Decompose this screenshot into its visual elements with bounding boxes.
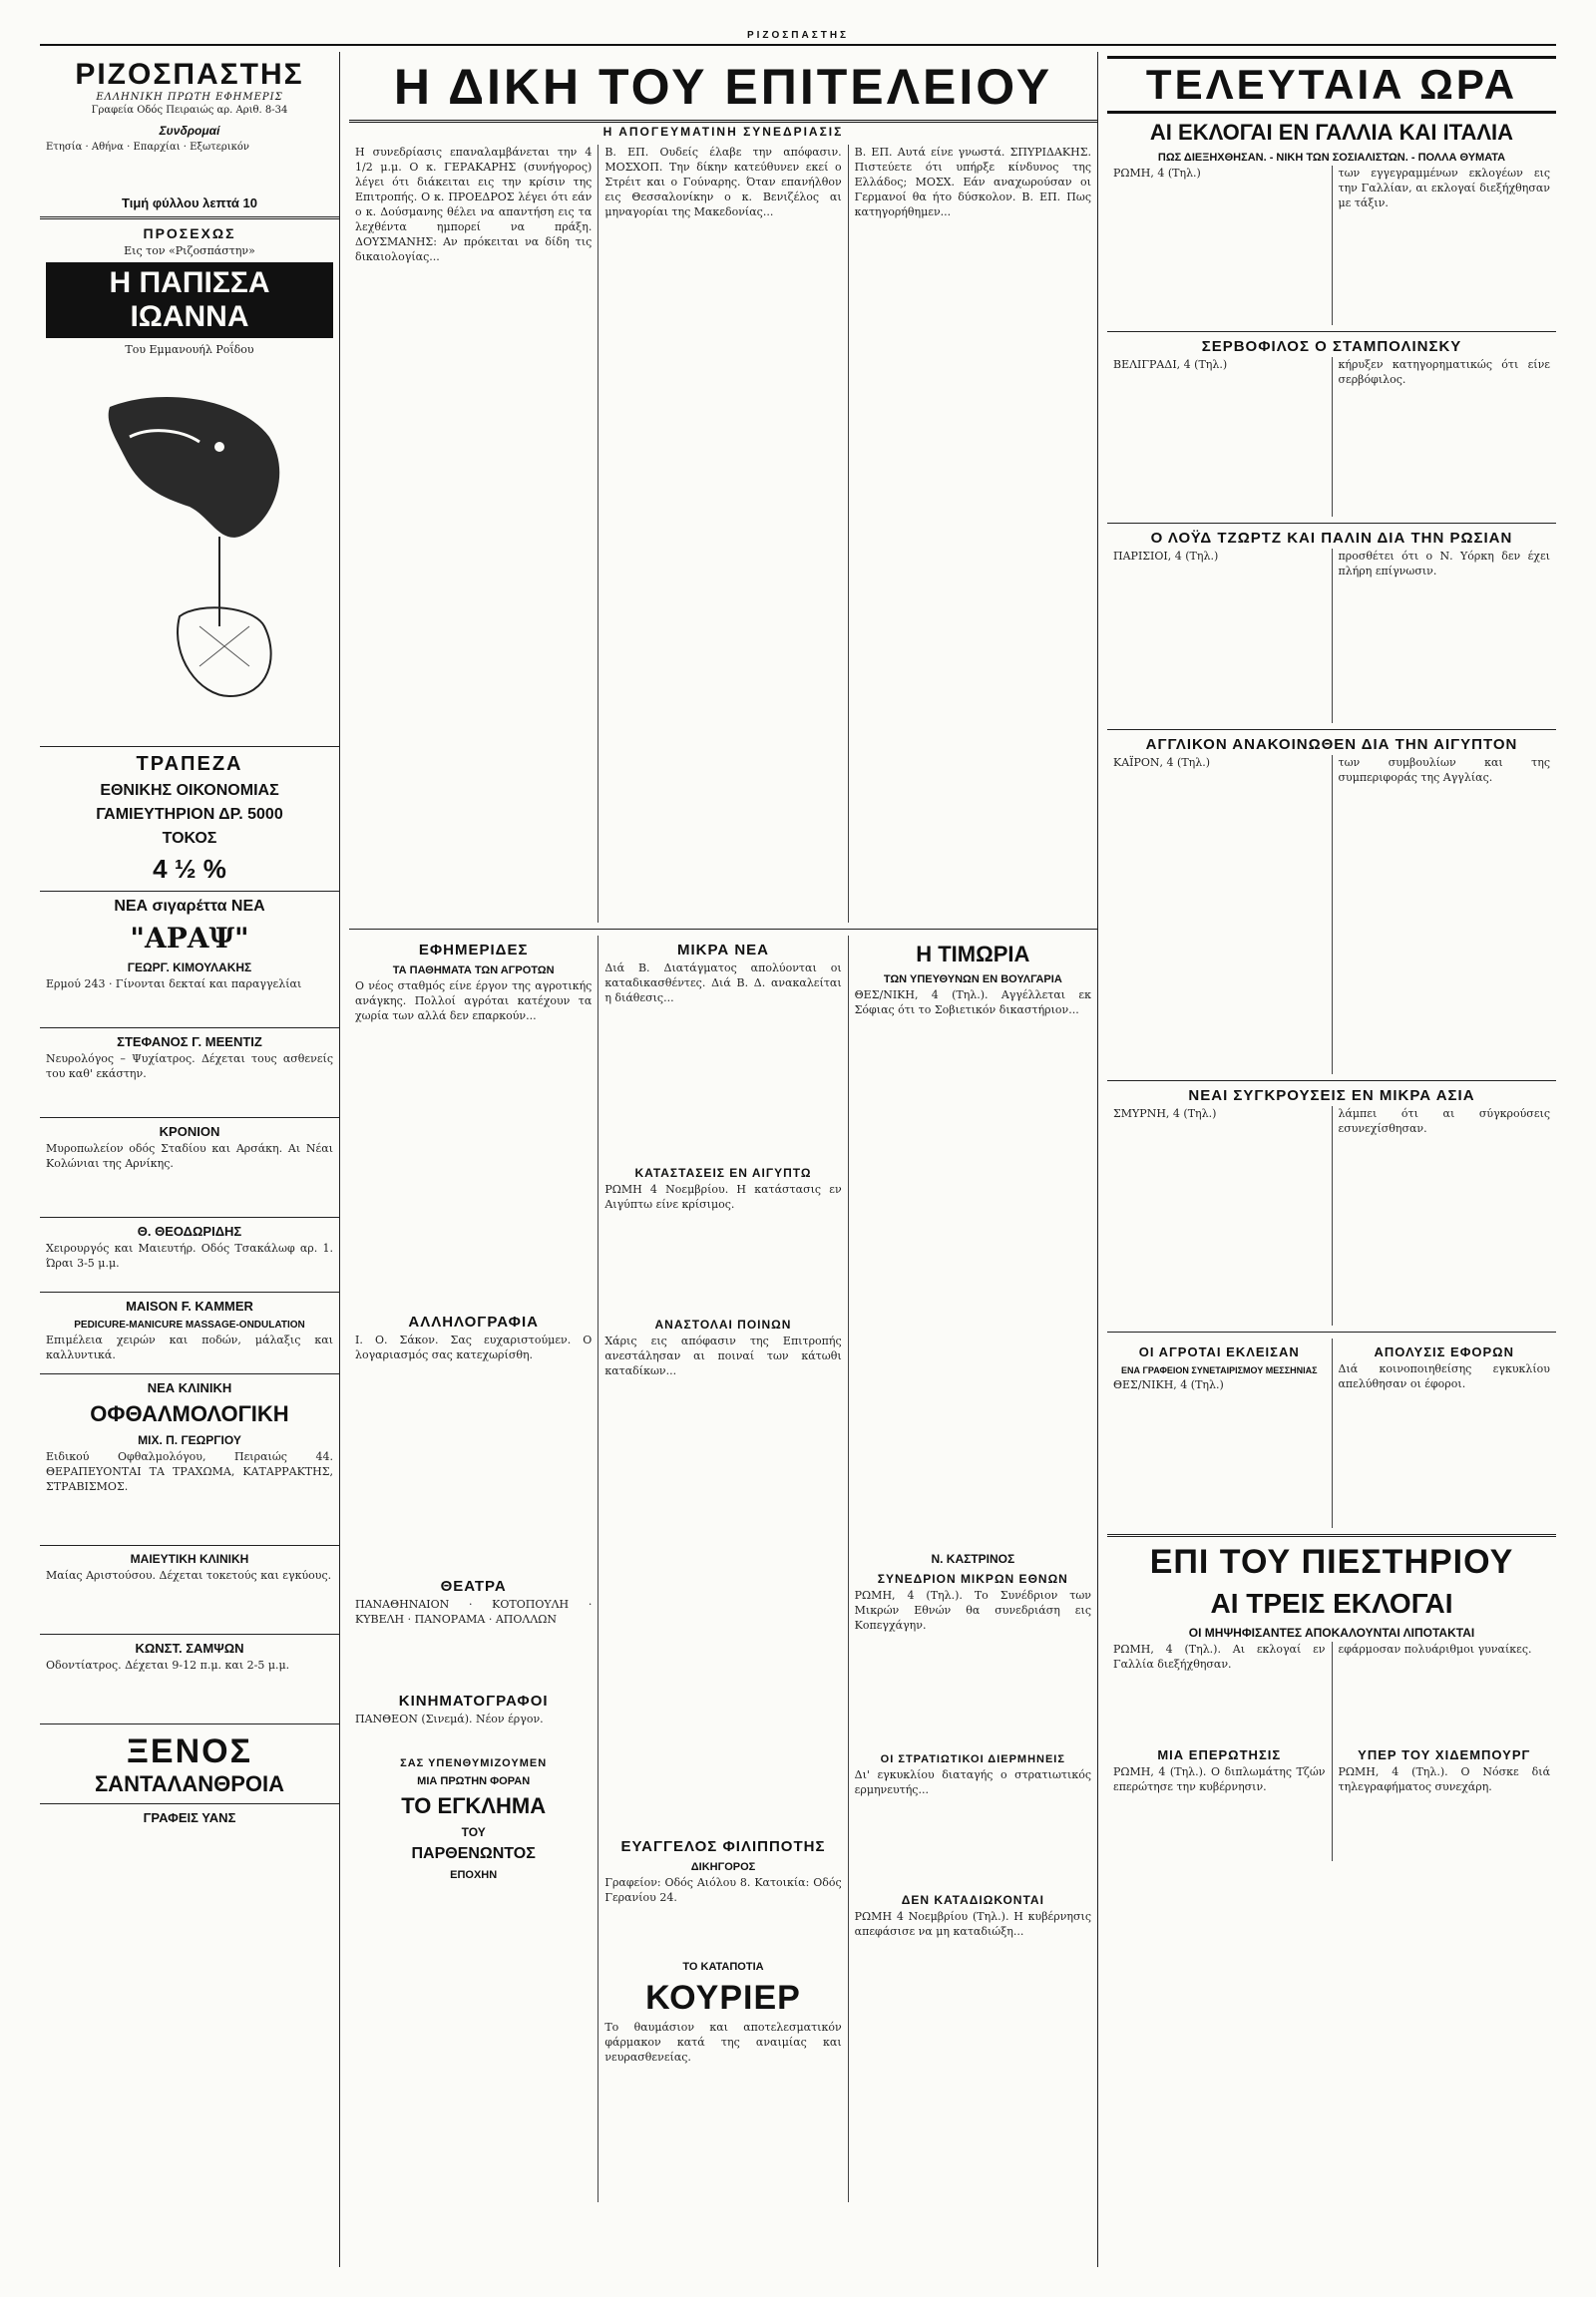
article-body: ΡΩΜΗ, 4 (Τηλ.). Ο διπλωμάτης Τζών επερώτησε την κυβέρνησιν. [1113, 1765, 1326, 1793]
lloyd-heading: Ο ΛΟΫΔ ΤΖΩΡΤΖ ΚΑΙ ΠΑΛΙΝ ΔΙΑ ΤΗΝ ΡΩΣΙΑΝ [1150, 530, 1513, 547]
remind-sub: ΜΙΑ ΠΡΩΤΗΝ ΦΟΡΑΝ [417, 1775, 531, 1787]
article-body: ΠΑΝΑΘΗΝΑΙΟΝ · ΚΟΤΟΠΟΥΛΗ · ΚΥΒΕΛΗ · ΠΑΝΟΡΑΜΑ · ΑΠΟΛΛΩΝ [355, 1598, 593, 1626]
article-body: προσθέτει ότι ο Ν. Υόρκη δεν έχει πλήρη επίγνωσιν. [1338, 550, 1550, 577]
dateline-cairo: ΚΑΪΡΟΝ, 4 (Τηλ.) [1113, 756, 1211, 769]
kammer-services: PEDICURE-MANICURE MASSAGE-ONDULATION [74, 1320, 305, 1331]
cigarette-maker: ΓΕΩΡΓ. ΚΙΜΟΥΛΑΚΗΣ [127, 960, 252, 974]
three-elections-article [1107, 1642, 1556, 1741]
article-body: Διά Β. Διατάγματος απολύονται οι καταδικασθέντες. Διά Β. Δ. ανακαλείται η διάθεσις... [604, 961, 842, 1004]
divider [349, 929, 1097, 930]
evangelos-heading: ΕΥΑΓΓΕΛΟΣ ΦΙΛΙΠΠΟΤΗΣ [620, 1838, 826, 1855]
divider [40, 1373, 339, 1374]
running-head: ΡΙΖΟΣΠΑΣΤΗΣ [40, 30, 1556, 46]
last-hour-title: ΤΕΛΕΥΤΑΙΑ ΩΡΑ [1107, 56, 1556, 114]
article-body: Δι' εγκυκλίου διαταγής ο στρατιωτικός ερμηνευτής... [854, 1768, 1091, 1796]
divider [1107, 729, 1556, 730]
divider [40, 1217, 339, 1218]
dateline-thess: ΘΕΣ/ΝΙΚΗ, 4 (Τηλ.) [1113, 1378, 1224, 1391]
santal-ad: ΣΑΝΤΑΛΑΝΘΡΟΙΑ [94, 1771, 285, 1796]
mikra-nea-heading: ΜΙΚΡΑ ΝΕΑ [676, 942, 770, 958]
kronion-ad: ΚΡΟΝΙΟΝ [159, 1124, 220, 1139]
ad-text: Μυροπωλείον οδός Σταδίου και Αρσάκη. Αι Νέαι Κολώνιαι της Αρνίκης. [46, 1142, 333, 1170]
tou-label: ΤΟΥ [461, 1825, 486, 1839]
bank-rate: 4 ½ % [153, 854, 226, 884]
right-column [1107, 52, 1556, 2267]
xenos-ad: ΞΕΝΟΣ [127, 1732, 252, 1770]
article-body: κήρυξεν κατηγορηματικώς ότι είνε σερβόφιλος. [1338, 358, 1550, 386]
paper-tagline: ΕΛΛΗΝΙΚΗ ΠΡΩΤΗ ΕΦΗΜΕΡΙΣ [96, 92, 283, 103]
ad-text: Μαίας Αριστούσου. Δέχεται τοκετούς και εγκύους. [46, 1569, 332, 1582]
article-body: ΡΩΜΗ 4 Νοεμβρίου. Η κατάστασις εν Αιγύπτω είνε κρίσιμος. [604, 1183, 842, 1211]
subscription-title: Συνδρομαί [159, 124, 220, 138]
egypt-article [1107, 755, 1556, 1074]
pathimata-heading: ΤΑ ΠΑΘΗΜΑΤΑ ΤΩΝ ΑΓΡΟΤΩΝ [392, 964, 555, 976]
lloyd-article [1107, 549, 1556, 723]
stefanos-ad: ΣΤΕΦΑΝΟΣ Γ. ΜΕΕΝΤΙΖ [117, 1034, 262, 1049]
article-body: εφάρμοσαν πολυάριθμοι γυναίκες. [1338, 1643, 1532, 1656]
egypt-heading: ΑΓΓΛΙΚΟΝ ΑΝΑΚΟΙΝΩΘΕΝ ΔΙΑ ΤΗΝ ΑΙΓΥΠΤΟΝ [1145, 736, 1518, 753]
asia-heading: ΝΕΑΙ ΣΥΓΚΡΟΥΣΕΙΣ ΕΝ ΜΙΚΡΑ ΑΣΙΑ [1188, 1087, 1475, 1104]
article-body: Η συνεδρίασις επαναλαμβάνεται την 4 1/2 μ.μ. Ο κ. ΓΕΡΑΚΑΡΗΣ (συνήγορος) λέγει ότι διάκειται εις την κρίσιν της Επιτροπής. Ο κ. ΠΡΟΕΔΡΟΣ λέγει ότι εάν ο κ. Δούσμανης θέλει να απαντήση εις τα λεχθέντα ημπορεί να πράξη. ΔΟΥΣΜΑΝΗΣ: Αν πρόκειται να δίδη τις δικαιολογίας... [355, 146, 593, 263]
allilografia-heading: ΑΛΛΗΛΟΓΡΑΦΙΑ [408, 1314, 539, 1331]
paper-name: ΡΙΖΟΣΠΑΣΤΗΣ [75, 58, 304, 91]
article-body: Χάρις εις απόφασιν της Επιτροπής ανεστάλησαν αι ποιναί των κάτωθι καταδίκων... [604, 1335, 842, 1377]
divider [40, 1545, 339, 1546]
farmers-dismiss-row [1107, 1339, 1556, 1528]
article-body: Το θαυμάσιον και αποτελεσματικόν φάρμακον κατά της αναιμίας και νευρασθενείας. [604, 2021, 842, 2064]
dateline-paris: ΠΑΡΙΣΙΟΙ, 4 (Τηλ.) [1113, 550, 1219, 563]
newspaper-page [40, 30, 1556, 2267]
article-body: Β. ΕΠ. Ουδείς έλαβε την απόφασιν. ΜΟΣΧΟΠ. Την δίκην κατεύθυνεν εκεί ο Στρέιτ και ο Γούναρης. Όταν επανήλθον εις Θεσσαλονίκην ο κ. Βενιζέλος αι μηναγορίαι της Μακεδονίας... [604, 146, 842, 218]
epochi-label: ΕΠΟΧΗΝ [450, 1869, 498, 1881]
ad-text: Νευρολόγος – Ψυχίατρος. Δέχεται τους ασθενείς του καθ' εκάστην. [46, 1052, 333, 1080]
cigarette-brand: "ΑΡΑΨ" [130, 922, 249, 955]
three-elections-heading: ΑΙ ΤΡΕΙΣ ΕΚΛΟΓΑΙ [1210, 1588, 1453, 1619]
elections-heading: ΑΙ ΕΚΛΟΓΑΙ ΕΝ ΓΑΛΛΙΑ ΚΑΙ ΙΤΑΛΙΑ [1149, 120, 1514, 145]
three-elections-sub: ΟΙ ΜΗΨΗΦΙΣΑΝΤΕΣ ΑΠΟΚΑΛΟΥΝΤΑΙ ΛΙΠΟΤΑΚΤΑΙ [1188, 1626, 1475, 1640]
asia-article [1107, 1106, 1556, 1326]
den-katadiokontai-heading: ΔΕΝ ΚΑΤΑΔΙΩΚΟΝΤΑΙ [901, 1893, 1044, 1907]
article-body: ΡΩΜΗ, 4 (Τηλ.). Το Συνέδριον των Μικρών Εθνών θα συνεδριάση εις Κοπεγχάγην. [854, 1589, 1091, 1632]
ad-text: Επιμέλεια χειρών και ποδών, μάλαξις και καλλυντικά. [46, 1334, 333, 1361]
divider [40, 1292, 339, 1293]
left-column [40, 52, 340, 2267]
cigarette-header: ΝΕΑ σιγαρέττα ΝΕΑ [114, 898, 265, 915]
efimerides-heading: ΕΦΗΜΕΡΙΔΕΣ [418, 942, 529, 958]
bank-title: ΤΡΑΠΕΖΑ [136, 753, 243, 775]
bank-name: ΕΘΝΙΚΗΣ ΟΙΚΟΝΟΜΙΑΣ [100, 782, 279, 799]
divider [1107, 1080, 1556, 1081]
clinic-doctor: ΜΙΧ. Π. ΓΕΩΡΓΙΟΥ [138, 1433, 241, 1447]
trial-article [349, 145, 1097, 923]
divider [40, 891, 339, 892]
katastaseis-heading: ΚΑΤΑΣΤΑΣΕΙΣ ΕΝ ΑΙΓΥΠΤΩ [634, 1166, 812, 1180]
clinic-title: ΟΦΘΑΛΜΟΛΟΓΙΚΗ [90, 1401, 289, 1426]
article-body: ΡΩΜΗ, 4 (Τηλ.). Ο Νόσκε διά τηλεγραφήματος συνεχάρη. [1338, 1765, 1550, 1793]
prosechos-heading: ΠΡΟΣΕΧΩΣ [143, 225, 236, 241]
timoria-sub: ΤΩΝ ΥΠΕΥΘΥΝΩΝ ΕΝ ΒΟΥΛΓΑΡΙΑ [883, 973, 1062, 985]
kourier-pre: ΤΟ ΚΑΤΑΠΟΤΙΑ [682, 1961, 764, 1973]
article-body: Β. ΕΠ. Αυτά είνε γνωστά. ΣΠΥΡΙΔΑΚΗΣ. Πιστεύετε ότι υπήρξε κίνδυνος της Ελλάδος; ΜΟΣΧ. Εάν αναχωρούσαν οι Γερμανοί θα ήτο δύσκολον. Β. ΕΠ. Πως κατηγορήθημεν... [854, 146, 1091, 218]
elections-article [1107, 166, 1556, 325]
grafeis-ad: ΓΡΑΦΕΙΣ ΥΑΝΣ [143, 1810, 236, 1825]
divider [40, 1634, 339, 1635]
divider [40, 1027, 339, 1028]
divider [40, 1117, 339, 1118]
divider [40, 1723, 339, 1724]
pope-joan-author: Του Εμμανουήλ Ροΐδου [125, 343, 254, 356]
dateline-rome: ΡΩΜΗ, 4 (Τηλ.) [1113, 167, 1201, 180]
main-subtitle: Η ΑΠΟΓΕΥΜΑΤΙΝΗ ΣΥΝΕΔΡΙΑΣΙΣ [602, 125, 844, 139]
remind-heading: ΣΑΣ ΥΠΕΝΘΥΜΙΖΟΥΜΕΝ [400, 1757, 548, 1769]
article-body: Γραφείον: Οδός Αιόλου 8. Κατοικία: Οδός Γερανίου 24. [604, 1876, 842, 1904]
kinimatografoi-heading: ΚΙΝΗΜΑΤΟΓΡΑΦΟΙ [398, 1693, 549, 1710]
article-body: Ο νέος σταθμός είνε έργον της αγροτικής ανάγκης. Πολλοί αγρόται κατέχουν τα χωρία των αλλά δεν επαρκούν... [355, 979, 593, 1022]
main-headline: Η ΔΙΚΗ ΤΟΥ ΕΠΙΤΕΛΕΙΟΥ [349, 58, 1097, 123]
article-body: Ι. Ο. Σάκον. Σας ευχαριστούμεν. Ο λογαριασμός σας κατεχωρίσθη. [355, 1334, 593, 1361]
column-mikra-nea [598, 936, 848, 2202]
subscription-table: Ετησία · Αθήνα · Επαρχίαι · Εξωτερικόν [46, 142, 249, 153]
synedrion-heading: ΣΥΝΕΔΡΙΟΝ ΜΙΚΡΩΝ ΕΘΝΩΝ [877, 1572, 1068, 1586]
paper-address: Γραφεία Οδός Πειραιώς αρ. Αριθ. 8-34 [91, 105, 288, 116]
bank-interest: ΤΟΚΟΣ [162, 830, 217, 847]
evangelos-sub: ΔΙΚΗΓΟΡΟΣ [690, 1861, 756, 1873]
prosechos-sub: Εις τον «Ριζοσπάστην» [124, 244, 255, 257]
divider [1107, 1332, 1556, 1333]
kastrinos-signature: Ν. ΚΑΣΤΡΙΝΟΣ [931, 1552, 1015, 1566]
serbs-article [1107, 357, 1556, 517]
divider [40, 216, 339, 219]
ad-text: Χειρουργός και Μαιευτήρ. Οδός Τσακάλωφ αρ. 1. Ώραι 3-5 μ.μ. [46, 1242, 333, 1270]
divider [1107, 1534, 1556, 1537]
hughes-heading: ΥΠΕΡ ΤΟΥ ΧΙΔΕΜΠΟΥΡΓ [1358, 1747, 1531, 1762]
column-timoria [849, 936, 1097, 2202]
dateline-smyrna: ΣΜΥΡΝΗ, 4 (Τηλ.) [1113, 1107, 1217, 1120]
ad-text: Ειδικού Οφθαλμολόγου, Πειραιώς 44. ΘΕΡΑΠΕΥΟΝΤΑΙ ΤΑ ΤΡΑΧΩΜΑ, ΚΑΤΑΡΡΑΚΤΗΣ, ΣΤΡΑΒΙΣΜΟΣ. [46, 1450, 333, 1493]
farmers-heading: ΟΙ ΑΓΡΟΤΑΙ ΕΚΛΕΙΣΑΝ [1138, 1344, 1300, 1359]
ad-text: Ερμού 243 · Γίνονται δεκταί και παραγγελίαι [46, 977, 302, 990]
article-body: ΠΑΝΘΕΟΝ (Σινεμά). Νέον έργον. [355, 1713, 544, 1725]
theodoridis-ad: Θ. ΘΕΟΔΩΡΙΔΗΣ [137, 1224, 242, 1239]
divider [1107, 331, 1556, 332]
article-body: Διά κοινοποιηθείσης εγκυκλίου απελύθησαν οι έφοροι. [1338, 1362, 1550, 1390]
divider [40, 1803, 339, 1804]
article-body: ΘΕΣ/ΝΙΚΗ, 4 (Τηλ.). Αγγέλλεται εκ Σόφιας ότι το Σοβιετικόν δικαστήριον... [854, 988, 1091, 1016]
theatra-heading: ΘΕΑΤΡΑ [440, 1578, 507, 1595]
bottom-row [1107, 1741, 1556, 1861]
divider [40, 746, 339, 747]
divider [1107, 523, 1556, 524]
clinic-label: ΝΕΑ ΚΛΙΝΙΚΗ [147, 1380, 232, 1395]
pope-joan-title: Η ΠΑΠΙΣΣΑ ΙΩΑΝΝΑ [46, 262, 333, 338]
konst-ad: ΚΩΝΣΤ. ΣΑΜΨΩΝ [135, 1641, 244, 1656]
serbs-heading: ΣΕΡΒΟΦΙΛΟΣ Ο ΣΤΑΜΠΟΛΙΝΣΚΥ [1201, 338, 1462, 355]
parthenontos-heading: ΠΑΡΘΕΝΩΝΤΟΣ [411, 1845, 536, 1862]
article-body: λάμπει ότι αι σύγκρούσεις εσυνεχίσθησαν. [1338, 1107, 1550, 1135]
stratiotikoi-heading: ΟΙ ΣΤΡΑΤΙΩΤΙΚΟΙ ΔΙΕΡΜΗΝΕΙΣ [880, 1753, 1065, 1765]
ad-text: Οδοντίατρος. Δέχεται 9-12 π.μ. και 2-5 μ.μ. [46, 1659, 290, 1672]
kourier-heading: ΚΟΥΡΙΕΡ [645, 1979, 801, 2017]
lower-sections [349, 936, 1097, 2202]
column-efimerides [349, 936, 598, 2202]
maieutiki-ad: ΜΑΙΕΥΤΙΚΗ ΚΛΙΝΙΚΗ [130, 1552, 249, 1566]
bank-savings: ΓΑΜΙΕΥΤΗΡΙΟΝ ΔΡ. 5000 [96, 806, 283, 823]
farmers-sub: ΕΝΑ ΓΡΑΦΕΙΟΝ ΣΥΝΕΤΑΙΡΙΣΜΟΥ ΜΕΣΣΗΝΙΑΣ [1121, 1365, 1318, 1375]
middle-column [349, 52, 1098, 2267]
article-body: ΡΩΜΗ 4 Νοεμβρίου (Τηλ.). Η κυβέρνησις απεφάσισε να μη καταδιώξη... [854, 1910, 1091, 1938]
piggybank-illustration-icon [70, 367, 309, 736]
timoria-heading: Η ΤΙΜΩΡΙΑ [916, 942, 1030, 966]
article-body: των εγγεγραμμένων εκλογέων εις την Γαλλίαν, αι εκλογαί διεξήχθησαν με τάξιν. [1338, 167, 1550, 209]
article-body: των συμβουλίων και της συμπεριφοράς της Αγγλίας. [1338, 756, 1550, 784]
epistasis-heading: ΜΙΑ ΕΠΕΡΩΤΗΣΙΣ [1157, 1747, 1282, 1762]
article-body: ΡΩΜΗ, 4 (Τηλ.). Αι εκλογαί εν Γαλλία διεξήχθησαν. [1113, 1643, 1326, 1671]
dateline-belgrade: ΒΕΛΙΓΡΑΔΙ, 4 (Τηλ.) [1113, 358, 1228, 371]
egklima-heading: ΤΟ ΕΓΚΛΗΜΑ [401, 1793, 547, 1818]
elections-sub: ΠΩΣ ΔΙΕΞΗΧΘΗΣΑΝ. - ΝΙΚΗ ΤΩΝ ΣΟΣΙΑΛΙΣΤΩΝ. - ΠΟΛΛΑ ΘΥΜΑΤΑ [1157, 152, 1506, 164]
kammer-ad: MAISON F. KAMMER [126, 1299, 253, 1314]
anastolai-heading: ΑΝΑΣΤΟΛΑΙ ΠΟΙΝΩΝ [654, 1318, 792, 1332]
press-heading: ΕΠΙ ΤΟΥ ΠΙΕΣΤΗΡΙΟΥ [1149, 1543, 1514, 1581]
dismiss-heading: ΑΠΟΛΥΣΙΣ ΕΦΟΡΩΝ [1374, 1344, 1514, 1359]
price-line: Τιμή φύλλου λεπτά 10 [122, 195, 257, 210]
